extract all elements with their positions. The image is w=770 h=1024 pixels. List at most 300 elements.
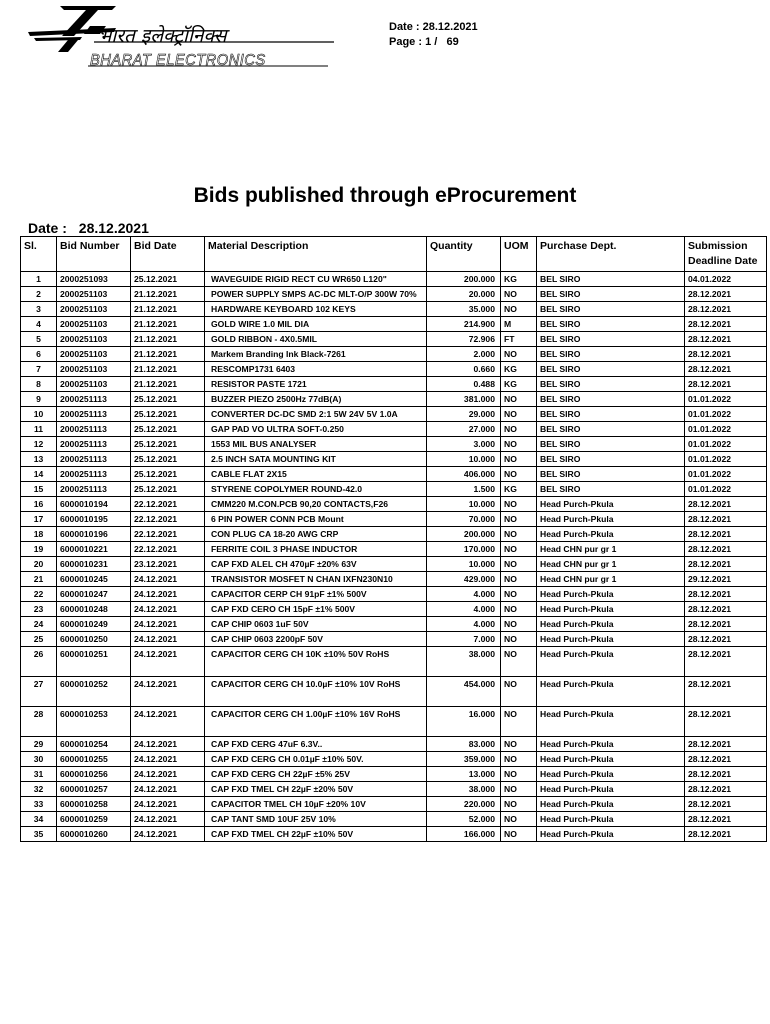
row-submission-deadline: 28.12.2021 <box>685 782 767 797</box>
row-purchase-dept: Head Purch-Pkula <box>537 647 685 677</box>
row-material-description <box>205 587 427 602</box>
row-uom: NO <box>501 707 537 737</box>
bids-table <box>20 236 767 842</box>
row-quantity: 10.000 <box>427 497 501 512</box>
row-quantity: 16.000 <box>427 707 501 737</box>
row-purchase-dept: Head CHN pur gr 1 <box>537 557 685 572</box>
row-material-description <box>205 632 427 647</box>
row-sl: 30 <box>21 752 57 767</box>
row-purchase-dept: BEL SIRO <box>537 437 685 452</box>
table-row <box>21 527 767 542</box>
row-bid-number: 6000010251 <box>57 647 131 677</box>
table-row <box>21 482 767 497</box>
table-row <box>21 602 767 617</box>
row-material-description <box>205 512 427 527</box>
row-submission-deadline: 28.12.2021 <box>685 587 767 602</box>
row-bid-date: 25.12.2021 <box>131 392 205 407</box>
row-quantity: 4.000 <box>427 587 501 602</box>
row-bid-number: 6000010221 <box>57 542 131 557</box>
table-row <box>21 707 767 737</box>
date-label: Date : <box>28 220 67 236</box>
row-bid-number: 2000251103 <box>57 317 131 332</box>
row-uom: NO <box>501 587 537 602</box>
row-quantity: 170.000 <box>427 542 501 557</box>
row-purchase-dept: BEL SIRO <box>537 287 685 302</box>
row-uom: NO <box>501 557 537 572</box>
row-submission-deadline: 28.12.2021 <box>685 317 767 332</box>
row-uom: NO <box>501 422 537 437</box>
row-bid-number: 2000251113 <box>57 422 131 437</box>
row-sl: 26 <box>21 647 57 677</box>
row-sl: 28 <box>21 707 57 737</box>
row-material-description <box>205 437 427 452</box>
row-bid-date: 21.12.2021 <box>131 332 205 347</box>
row-sl: 2 <box>21 287 57 302</box>
row-bid-date: 25.12.2021 <box>131 482 205 497</box>
row-sl: 32 <box>21 782 57 797</box>
row-material-description <box>205 377 427 392</box>
row-purchase-dept: Head Purch-Pkula <box>537 512 685 527</box>
row-material-description-text: POWER SUPPLY SMPS AC-DC MLT-O/P 300W 70% <box>211 289 417 299</box>
row-purchase-dept: Head Purch-Pkula <box>537 602 685 617</box>
row-quantity: 10.000 <box>427 452 501 467</box>
date-line <box>28 220 149 236</box>
row-material-description-text: HARDWARE KEYBOARD 102 KEYS <box>211 304 356 314</box>
row-bid-number: 6000010256 <box>57 767 131 782</box>
row-quantity: 52.000 <box>427 812 501 827</box>
row-uom: NO <box>501 782 537 797</box>
row-bid-number: 6000010252 <box>57 677 131 707</box>
row-bid-number: 6000010247 <box>57 587 131 602</box>
row-purchase-dept: Head Purch-Pkula <box>537 767 685 782</box>
row-submission-deadline: 01.01.2022 <box>685 422 767 437</box>
row-bid-number: 6000010254 <box>57 737 131 752</box>
row-uom: NO <box>501 797 537 812</box>
row-uom: M <box>501 317 537 332</box>
row-uom: NO <box>501 542 537 557</box>
row-bid-date: 24.12.2021 <box>131 827 205 842</box>
row-bid-number: 2000251113 <box>57 482 131 497</box>
row-bid-date: 24.12.2021 <box>131 782 205 797</box>
row-quantity: 72.906 <box>427 332 501 347</box>
row-material-description <box>205 782 427 797</box>
row-uom: NO <box>501 347 537 362</box>
row-submission-deadline: 28.12.2021 <box>685 737 767 752</box>
row-material-description-text: GOLD RIBBON - 4X0.5MIL <box>211 334 317 344</box>
row-bid-number: 6000010231 <box>57 557 131 572</box>
table-row <box>21 452 767 467</box>
row-purchase-dept: BEL SIRO <box>537 377 685 392</box>
row-submission-deadline: 28.12.2021 <box>685 512 767 527</box>
row-purchase-dept: BEL SIRO <box>537 482 685 497</box>
row-material-description-text: GAP PAD VO ULTRA SOFT-0.250 <box>211 424 344 434</box>
row-sl: 18 <box>21 527 57 542</box>
header-page: Page : 1 / 69 <box>389 36 459 48</box>
row-material-description <box>205 362 427 377</box>
row-submission-deadline: 28.12.2021 <box>685 602 767 617</box>
row-submission-deadline: 28.12.2021 <box>685 752 767 767</box>
row-purchase-dept: Head Purch-Pkula <box>537 632 685 647</box>
row-material-description-text: CONVERTER DC-DC SMD 2:1 5W 24V 5V 1.0A <box>211 409 398 419</box>
table-row <box>21 362 767 377</box>
row-material-description <box>205 347 427 362</box>
row-bid-date: 25.12.2021 <box>131 407 205 422</box>
row-material-description <box>205 497 427 512</box>
row-bid-number: 2000251113 <box>57 392 131 407</box>
row-sl: 7 <box>21 362 57 377</box>
row-purchase-dept: Head Purch-Pkula <box>537 827 685 842</box>
row-bid-date: 21.12.2021 <box>131 302 205 317</box>
row-bid-number: 2000251113 <box>57 437 131 452</box>
row-material-description <box>205 797 427 812</box>
row-quantity: 4.000 <box>427 602 501 617</box>
row-bid-number: 2000251103 <box>57 347 131 362</box>
row-sl: 23 <box>21 602 57 617</box>
row-bid-date: 22.12.2021 <box>131 497 205 512</box>
row-quantity: 0.660 <box>427 362 501 377</box>
row-bid-number: 6000010248 <box>57 602 131 617</box>
row-purchase-dept: Head Purch-Pkula <box>537 677 685 707</box>
row-bid-number: 2000251093 <box>57 272 131 287</box>
row-bid-date: 25.12.2021 <box>131 272 205 287</box>
row-purchase-dept: Head Purch-Pkula <box>537 587 685 602</box>
row-quantity: 70.000 <box>427 512 501 527</box>
row-material-description-text: CABLE FLAT 2X15 <box>211 469 287 479</box>
row-sl: 3 <box>21 302 57 317</box>
row-submission-deadline: 01.01.2022 <box>685 392 767 407</box>
row-purchase-dept: Head Purch-Pkula <box>537 752 685 767</box>
col-header-submission-deadline: Submission Deadline Date <box>685 237 767 272</box>
row-sl: 15 <box>21 482 57 497</box>
row-material-description-text: RESCOMP1731 6403 <box>211 364 296 374</box>
row-material-description-text: FERRITE COIL 3 PHASE INDUCTOR <box>211 544 358 554</box>
row-uom: NO <box>501 677 537 707</box>
row-submission-deadline: 28.12.2021 <box>685 797 767 812</box>
row-bid-number: 6000010249 <box>57 617 131 632</box>
row-bid-number: 2000251113 <box>57 407 131 422</box>
row-uom: NO <box>501 617 537 632</box>
row-material-description-text: CON PLUG CA 18-20 AWG CRP <box>211 529 339 539</box>
table-row <box>21 302 767 317</box>
table-row <box>21 377 767 392</box>
row-submission-deadline: 28.12.2021 <box>685 677 767 707</box>
row-uom: KG <box>501 482 537 497</box>
row-submission-deadline: 28.12.2021 <box>685 332 767 347</box>
row-uom: NO <box>501 827 537 842</box>
row-purchase-dept: Head Purch-Pkula <box>537 497 685 512</box>
row-purchase-dept: BEL SIRO <box>537 332 685 347</box>
row-material-description-text: CAP FXD ALEL CH 470µF ±20% 63V <box>211 559 357 569</box>
row-bid-date: 23.12.2021 <box>131 557 205 572</box>
row-material-description-text: 2.5 INCH SATA MOUNTING KIT <box>211 454 336 464</box>
row-sl: 11 <box>21 422 57 437</box>
row-quantity: 359.000 <box>427 752 501 767</box>
row-material-description <box>205 602 427 617</box>
row-quantity: 200.000 <box>427 527 501 542</box>
row-material-description-text: CAP FXD CERG CH 22µF ±5% 25V <box>211 769 350 779</box>
row-purchase-dept: BEL SIRO <box>537 272 685 287</box>
col-header-uom: UOM <box>501 237 537 272</box>
table-row <box>21 272 767 287</box>
row-bid-date: 21.12.2021 <box>131 347 205 362</box>
table-row <box>21 512 767 527</box>
row-bid-number: 6000010253 <box>57 707 131 737</box>
row-quantity: 166.000 <box>427 827 501 842</box>
row-purchase-dept: Head Purch-Pkula <box>537 527 685 542</box>
row-material-description <box>205 557 427 572</box>
row-sl: 1 <box>21 272 57 287</box>
row-sl: 22 <box>21 587 57 602</box>
page-title: Bids published through eProcurement <box>193 184 577 207</box>
row-submission-deadline: 01.01.2022 <box>685 467 767 482</box>
row-submission-deadline: 01.01.2022 <box>685 482 767 497</box>
table-row <box>21 407 767 422</box>
table-row <box>21 332 767 347</box>
row-quantity: 2.000 <box>427 347 501 362</box>
row-material-description <box>205 617 427 632</box>
row-bid-date: 25.12.2021 <box>131 437 205 452</box>
row-purchase-dept: Head CHN pur gr 1 <box>537 572 685 587</box>
row-material-description-text: CAP FXD CERG 47uF 6.3V.. <box>211 739 323 749</box>
table-row <box>21 467 767 482</box>
row-material-description-text: CAPACITOR CERG CH 1.00µF ±10% 16V RoHS <box>211 709 401 719</box>
row-material-description <box>205 332 427 347</box>
row-bid-date: 25.12.2021 <box>131 452 205 467</box>
row-material-description <box>205 452 427 467</box>
row-sl: 8 <box>21 377 57 392</box>
row-bid-number: 2000251113 <box>57 452 131 467</box>
row-quantity: 429.000 <box>427 572 501 587</box>
row-material-description-text: 1553 MIL BUS ANALYSER <box>211 439 317 449</box>
row-bid-number: 6000010257 <box>57 782 131 797</box>
row-material-description <box>205 302 427 317</box>
row-quantity: 35.000 <box>427 302 501 317</box>
row-uom: NO <box>501 647 537 677</box>
row-sl: 12 <box>21 437 57 452</box>
row-bid-date: 22.12.2021 <box>131 542 205 557</box>
row-sl: 29 <box>21 737 57 752</box>
row-sl: 33 <box>21 797 57 812</box>
row-purchase-dept: Head Purch-Pkula <box>537 737 685 752</box>
row-submission-deadline: 01.01.2022 <box>685 407 767 422</box>
row-uom: NO <box>501 407 537 422</box>
row-uom: KG <box>501 362 537 377</box>
row-submission-deadline: 29.12.2021 <box>685 572 767 587</box>
row-quantity: 4.000 <box>427 617 501 632</box>
row-material-description <box>205 287 427 302</box>
table-row <box>21 827 767 842</box>
row-purchase-dept: BEL SIRO <box>537 452 685 467</box>
row-material-description <box>205 467 427 482</box>
row-material-description-text: CAP CHIP 0603 2200pF 50V <box>211 634 323 644</box>
row-material-description <box>205 767 427 782</box>
row-purchase-dept: Head Purch-Pkula <box>537 782 685 797</box>
row-material-description-text: CAP FXD TMEL CH 22µF ±10% 50V <box>211 829 354 839</box>
row-bid-date: 21.12.2021 <box>131 287 205 302</box>
table-row <box>21 677 767 707</box>
row-purchase-dept: BEL SIRO <box>537 467 685 482</box>
row-submission-deadline: 28.12.2021 <box>685 647 767 677</box>
row-purchase-dept: BEL SIRO <box>537 362 685 377</box>
row-bid-date: 24.12.2021 <box>131 632 205 647</box>
row-purchase-dept: BEL SIRO <box>537 422 685 437</box>
row-submission-deadline: 28.12.2021 <box>685 707 767 737</box>
row-sl: 16 <box>21 497 57 512</box>
row-purchase-dept: Head Purch-Pkula <box>537 797 685 812</box>
row-material-description-text: CAPACITOR CERG CH 10K ±10% 50V RoHS <box>211 649 390 659</box>
row-bid-number: 6000010196 <box>57 527 131 542</box>
row-sl: 13 <box>21 452 57 467</box>
row-purchase-dept: BEL SIRO <box>537 392 685 407</box>
row-sl: 20 <box>21 557 57 572</box>
row-bid-number: 6000010258 <box>57 797 131 812</box>
row-bid-number: 2000251103 <box>57 332 131 347</box>
row-submission-deadline: 28.12.2021 <box>685 542 767 557</box>
row-bid-date: 21.12.2021 <box>131 362 205 377</box>
table-row <box>21 752 767 767</box>
row-quantity: 454.000 <box>427 677 501 707</box>
row-material-description-text: STYRENE COPOLYMER ROUND-42.0 <box>211 484 363 494</box>
row-quantity: 406.000 <box>427 467 501 482</box>
row-material-description <box>205 407 427 422</box>
row-material-description-text: GOLD WIRE 1.0 MIL DIA <box>211 319 310 329</box>
row-uom: NO <box>501 812 537 827</box>
row-purchase-dept: BEL SIRO <box>537 317 685 332</box>
row-bid-number: 2000251103 <box>57 287 131 302</box>
table-row <box>21 737 767 752</box>
row-submission-deadline: 04.01.2022 <box>685 272 767 287</box>
row-material-description <box>205 422 427 437</box>
table-row <box>21 317 767 332</box>
bids-table-body <box>21 272 767 842</box>
row-material-description-text: CAP FXD TMEL CH 22µF ±20% 50V <box>211 784 354 794</box>
row-purchase-dept: Head Purch-Pkula <box>537 617 685 632</box>
row-quantity: 381.000 <box>427 392 501 407</box>
row-bid-date: 25.12.2021 <box>131 422 205 437</box>
row-material-description <box>205 752 427 767</box>
row-submission-deadline: 28.12.2021 <box>685 287 767 302</box>
table-row <box>21 422 767 437</box>
row-material-description-text: 6 PIN POWER CONN PCB Mount <box>211 514 344 524</box>
table-row <box>21 572 767 587</box>
row-sl: 24 <box>21 617 57 632</box>
row-sl: 4 <box>21 317 57 332</box>
row-material-description <box>205 392 427 407</box>
row-quantity: 29.000 <box>427 407 501 422</box>
row-material-description <box>205 542 427 557</box>
row-submission-deadline: 28.12.2021 <box>685 812 767 827</box>
row-uom: NO <box>501 767 537 782</box>
row-material-description-text: CAP CHIP 0603 1uF 50V <box>211 619 309 629</box>
row-material-description <box>205 527 427 542</box>
row-bid-number: 6000010245 <box>57 572 131 587</box>
row-quantity: 3.000 <box>427 437 501 452</box>
row-material-description <box>205 572 427 587</box>
row-sl: 5 <box>21 332 57 347</box>
row-quantity: 83.000 <box>427 737 501 752</box>
row-uom: NO <box>501 737 537 752</box>
row-uom: NO <box>501 497 537 512</box>
header-meta <box>389 20 478 50</box>
row-quantity: 200.000 <box>427 272 501 287</box>
row-quantity: 7.000 <box>427 632 501 647</box>
row-submission-deadline: 01.01.2022 <box>685 452 767 467</box>
col-header-purchase-dept: Purchase Dept. <box>537 237 685 272</box>
row-quantity: 38.000 <box>427 782 501 797</box>
table-row <box>21 587 767 602</box>
table-row <box>21 632 767 647</box>
row-sl: 31 <box>21 767 57 782</box>
row-bid-date: 24.12.2021 <box>131 617 205 632</box>
row-sl: 10 <box>21 407 57 422</box>
col-header-material-description: Material Description <box>205 237 427 272</box>
date-value: 28.12.2021 <box>78 220 149 236</box>
row-bid-date: 24.12.2021 <box>131 647 205 677</box>
logo-english-text: BHARAT ELECTRONICS <box>90 52 266 69</box>
company-logo <box>28 4 348 74</box>
row-bid-date: 24.12.2021 <box>131 767 205 782</box>
row-purchase-dept: Head CHN pur gr 1 <box>537 542 685 557</box>
row-material-description-text: Markem Branding Ink Black-7261 <box>211 349 346 359</box>
row-submission-deadline: 28.12.2021 <box>685 347 767 362</box>
row-sl: 25 <box>21 632 57 647</box>
row-material-description <box>205 647 427 677</box>
row-bid-date: 24.12.2021 <box>131 707 205 737</box>
row-bid-number: 2000251103 <box>57 377 131 392</box>
header-date: Date : 28.12.2021 <box>389 21 478 33</box>
table-row <box>21 392 767 407</box>
row-quantity: 20.000 <box>427 287 501 302</box>
row-bid-date: 24.12.2021 <box>131 812 205 827</box>
row-bid-number: 2000251103 <box>57 362 131 377</box>
table-row <box>21 647 767 677</box>
row-uom: NO <box>501 752 537 767</box>
row-bid-number: 6000010250 <box>57 632 131 647</box>
row-material-description-text: RESISTOR PASTE 1721 <box>211 379 307 389</box>
table-header-row <box>21 237 767 272</box>
row-bid-number: 6000010195 <box>57 512 131 527</box>
table-row <box>21 617 767 632</box>
row-submission-deadline: 28.12.2021 <box>685 527 767 542</box>
table-row <box>21 782 767 797</box>
row-sl: 35 <box>21 827 57 842</box>
row-bid-date: 22.12.2021 <box>131 527 205 542</box>
row-quantity: 27.000 <box>427 422 501 437</box>
row-purchase-dept: Head Purch-Pkula <box>537 812 685 827</box>
row-submission-deadline: 28.12.2021 <box>685 377 767 392</box>
table-row <box>21 437 767 452</box>
row-material-description-text: CAPACITOR TMEL CH 10µF ±20% 10V <box>211 799 366 809</box>
row-uom: NO <box>501 512 537 527</box>
row-material-description-text: CAP FXD CERG CH 0.01µF ±10% 50V. <box>211 754 364 764</box>
row-uom: NO <box>501 287 537 302</box>
row-quantity: 13.000 <box>427 767 501 782</box>
row-uom: NO <box>501 602 537 617</box>
row-bid-date: 24.12.2021 <box>131 587 205 602</box>
row-sl: 9 <box>21 392 57 407</box>
row-bid-date: 22.12.2021 <box>131 512 205 527</box>
row-quantity: 214.900 <box>427 317 501 332</box>
row-submission-deadline: 28.12.2021 <box>685 362 767 377</box>
row-material-description-text: BUZZER PIEZO 2500Hz 77dB(A) <box>211 394 342 404</box>
row-bid-number: 6000010260 <box>57 827 131 842</box>
row-bid-date: 24.12.2021 <box>131 677 205 707</box>
row-sl: 6 <box>21 347 57 362</box>
row-sl: 17 <box>21 512 57 527</box>
col-header-sl: Sl. <box>21 237 57 272</box>
row-material-description <box>205 272 427 287</box>
row-submission-deadline: 28.12.2021 <box>685 497 767 512</box>
